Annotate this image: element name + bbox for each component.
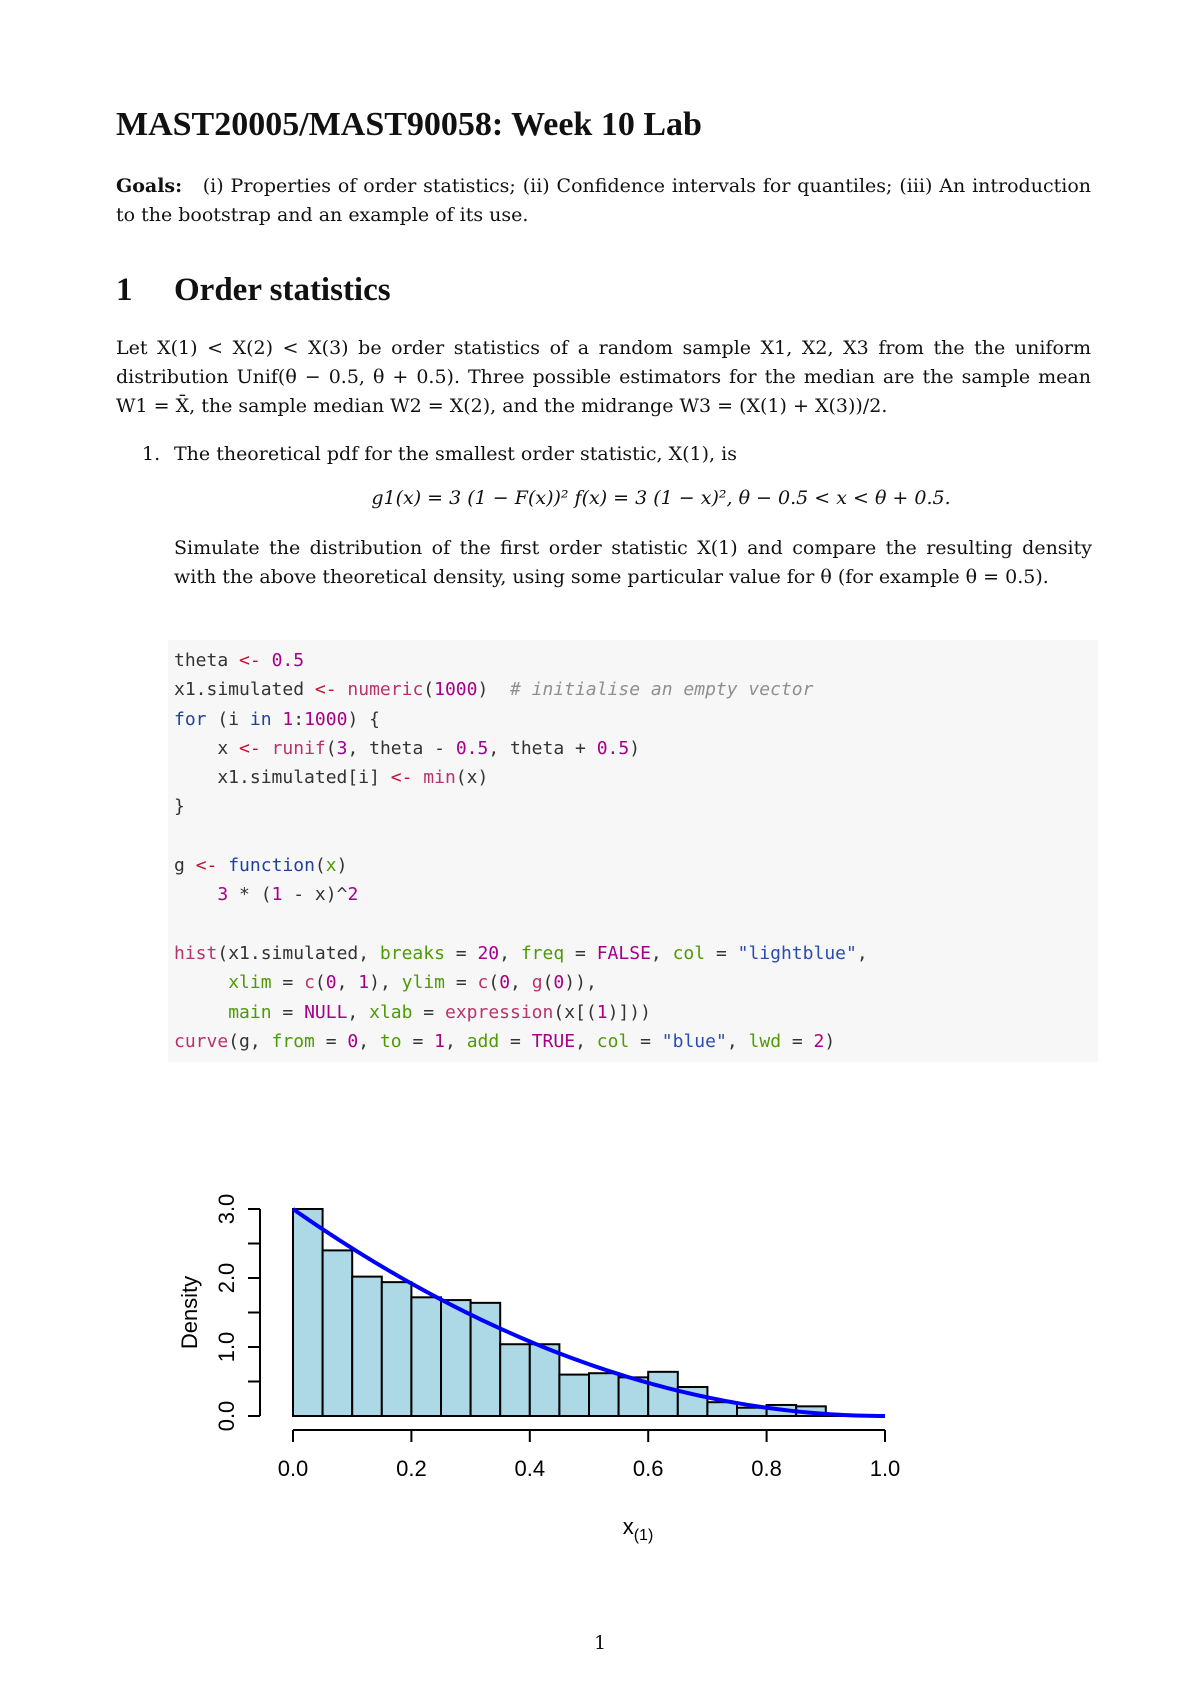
intro-paragraph: Let X(1) < X(2) < X(3) be order statistics of a random sample X1, X2, X3 from the the uniform distribution Unif(θ − 0.5, θ + 0.5). Three possible estimators for the median are the sample mean W1 = X̄, the sample median W2 = X(2), and the midrange W3 = (X(1) + X(3))/2.	[116, 337, 1091, 417]
y-tick-label: 1.0	[214, 1331, 239, 1363]
histogram-bar	[323, 1250, 353, 1416]
x-axis	[278, 1430, 901, 1481]
histogram-chart	[160, 1170, 1020, 1570]
section-title: Order statistics	[174, 272, 391, 308]
histogram-bar	[589, 1373, 619, 1416]
list-item-marker: 1.	[142, 443, 161, 465]
y-axis-label: Density	[177, 1275, 202, 1350]
histogram-bar	[293, 1209, 323, 1416]
y-tick-label: 3.0	[214, 1193, 239, 1225]
x-tick-label: 0.8	[751, 1456, 782, 1481]
simulate-instruction: Simulate the distribution of the first order statistic X(1) and compare the resulting density with the above theoretical density, using some particular value for θ (for example θ = 0.5).	[174, 537, 1092, 588]
x-tick-label: 1.0	[869, 1456, 901, 1481]
histogram-bar	[382, 1282, 412, 1416]
x-tick-label: 0.6	[632, 1456, 664, 1481]
goals-text: (i) Properties of order statistics; (ii) Confidence intervals for quantiles; (iii) An introduction to the bootstrap and an example of its use.	[116, 175, 1091, 226]
section-number: 1	[116, 272, 133, 308]
histogram-bars	[293, 1209, 855, 1416]
x-tick-label: 0.0	[277, 1456, 309, 1481]
y-axis	[214, 1194, 260, 1432]
histogram-bar	[648, 1372, 678, 1416]
x-tick-label: 0.4	[514, 1456, 546, 1481]
histogram-bar	[500, 1344, 530, 1416]
y-tick-label: 2.0	[214, 1262, 239, 1294]
page-title: MAST20005/MAST90058: Week 10 Lab	[116, 106, 702, 143]
y-tick-label: 0.0	[214, 1400, 239, 1432]
list-item-text: The theoretical pdf for the smallest order statistic, X(1), is	[174, 443, 737, 465]
histogram-bar	[559, 1375, 589, 1416]
histogram-bar	[411, 1297, 441, 1416]
pdf-equation: g1(x) = 3 (1 − F(x))² f(x) = 3 (1 − x)², θ − 0.5 < x < θ + 0.5.	[371, 487, 951, 509]
page-number: 1	[593, 1632, 607, 1654]
goals-paragraph	[116, 172, 1091, 230]
x-axis-label: $x_{(1)}$	[622, 1514, 654, 1544]
code-block	[168, 640, 1098, 1062]
histogram-bar	[441, 1300, 471, 1416]
x-tick-label: 0.2	[396, 1456, 427, 1481]
goals-label: Goals:	[116, 175, 183, 197]
list-item-1	[142, 440, 1092, 469]
histogram-bar	[352, 1277, 382, 1416]
section-heading	[116, 272, 391, 309]
r-code: theta <- 0.5 x1.simulated <- numeric(1000) # initialise an empty vector for (i in 1:1000) { x <- runif(3, theta - 0.5, theta + 0.5) x1.simulated[i] <- min(x) } g <- function(x) 3 * (1 - x)^2 hist(x1.simulated, breaks = 20, freq = FALSE, col = "lightblue", xlim = c(0, 1), ylim = c(0, g(0)), main = NULL, xlab = expression(x[(1)])) curve(g, from = 0, to = 1, add = TRUE, col = "blue", lwd = 2)	[174, 650, 868, 1052]
histogram-bar	[530, 1344, 560, 1416]
